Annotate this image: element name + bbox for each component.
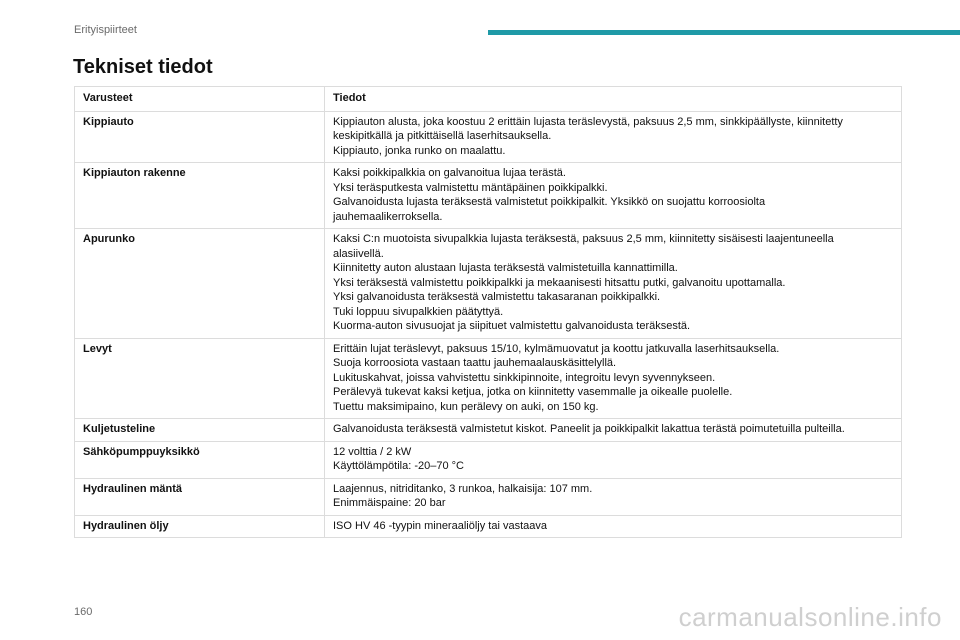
row-label: Kippiauton rakenne (75, 163, 325, 229)
table-row (75, 419, 902, 442)
row-label: Kippiauto (75, 111, 325, 163)
detail-line: Käyttölämpötila: -20–70 °C (333, 460, 464, 472)
section-label: Erityispiirteet (74, 24, 137, 36)
detail-line: Kippiauto, jonka runko on maalattu. (333, 144, 506, 157)
table-row (75, 338, 902, 419)
table-body (75, 111, 902, 538)
table-row (75, 515, 902, 538)
detail-line: keskipitkällä ja pitkittäisellä laserhitsauksella. (333, 130, 552, 142)
detail-line: Kaksi poikkipalkkia on galvanoitua lujaa terästä. (333, 167, 566, 179)
column-header-details: Tiedot (325, 87, 902, 112)
detail-line: Erittäin lujat teräslevyt, paksuus 15/10, kylmämuovatut ja koottu jatkuvalla laserhitsauksella. (333, 342, 780, 355)
detail-line: Kippiauton alusta, joka koostuu 2 erittäin lujasta teräslevystä, paksuus 2,5 mm, sinkkipäällyste, kiinnitetty (333, 115, 843, 128)
detail-line: Yksi teräksestä valmistettu poikkipalkki ja mekaanisesti hitsattu putki, galvanoitu upottamalla. (333, 276, 786, 289)
detail-line: Yksi galvanoidusta teräksestä valmistettu takasaranan poikkipalkki. (333, 291, 661, 303)
detail-line: Lukituskahvat, joissa vahvistettu sinkkipinnoite, integroitu levyn syvennykseen. (333, 371, 716, 384)
row-label: Levyt (75, 338, 325, 419)
row-label: Apurunko (75, 229, 325, 339)
detail-line: Perälevyä tukevat kaksi ketjua, jotka on kiinnitetty vasemmalle ja oikealle puolelle. (333, 386, 733, 398)
row-details (325, 441, 902, 478)
row-label: Sähköpumppuyksikkö (75, 441, 325, 478)
header-accent-bar (488, 30, 960, 35)
detail-line: alasiivellä. (333, 247, 384, 260)
page-title: Tekniset tiedot (73, 56, 213, 78)
row-details (325, 478, 902, 515)
table-row (75, 229, 902, 339)
row-label: Hydraulinen öljy (75, 515, 325, 538)
spec-table (74, 86, 902, 538)
row-details (325, 338, 902, 419)
table-row (75, 111, 902, 163)
row-details (325, 229, 902, 339)
table-row (75, 441, 902, 478)
detail-line: Kuorma-auton sivusuojat ja siipituet valmistettu galvanoidusta teräksestä. (333, 320, 691, 332)
row-details (325, 515, 902, 538)
column-header-equipment: Varusteet (75, 87, 325, 112)
row-details (325, 111, 902, 163)
detail-line: 12 volttia / 2 kW (333, 445, 412, 458)
detail-line: ISO HV 46 -tyypin mineraaliöljy tai vastaava (333, 519, 547, 532)
row-details (325, 419, 902, 442)
table-row (75, 478, 902, 515)
detail-line: Yksi teräsputkesta valmistettu mäntäpäinen poikkipalkki. (333, 181, 608, 194)
detail-line: Tuettu maksimipaino, kun perälevy on auki, on 150 kg. (333, 400, 599, 413)
table-header-row (75, 87, 902, 112)
detail-line: Galvanoidusta lujasta teräksestä valmistetut poikkipalkit. Yksikkö on suojattu korroosiolta (333, 196, 766, 208)
watermark: carmanualsonline.info (678, 602, 942, 632)
detail-line: Enimmäispaine: 20 bar (333, 497, 446, 509)
detail-line: jauhemaalikerroksella. (333, 210, 443, 223)
detail-line: Suoja korroosiota vastaan taattu jauhemaalauskäsittelyllä. (333, 357, 617, 369)
detail-line: Galvanoidusta teräksestä valmistetut kiskot. Paneelit ja poikkipalkit lakattua terästä poimutetuilla pulteilla. (333, 423, 845, 435)
detail-line: Kiinnitetty auton alustaan lujasta teräksestä valmistetuilla kannattimilla. (333, 262, 678, 274)
detail-line: Kaksi C:n muotoista sivupalkkia lujasta teräksestä, paksuus 2,5 mm, kiinnitetty sisäisesti laajentuneella (333, 233, 834, 245)
detail-line: Laajennus, nitriditanko, 3 runkoa, halkaisija: 107 mm. (333, 482, 593, 495)
detail-line: Tuki loppuu sivupalkkien päätyttyä. (333, 305, 504, 318)
row-details (325, 163, 902, 229)
row-label: Hydraulinen mäntä (75, 478, 325, 515)
table-row (75, 163, 902, 229)
page-number: 160 (74, 606, 93, 618)
row-label: Kuljetusteline (75, 419, 325, 442)
